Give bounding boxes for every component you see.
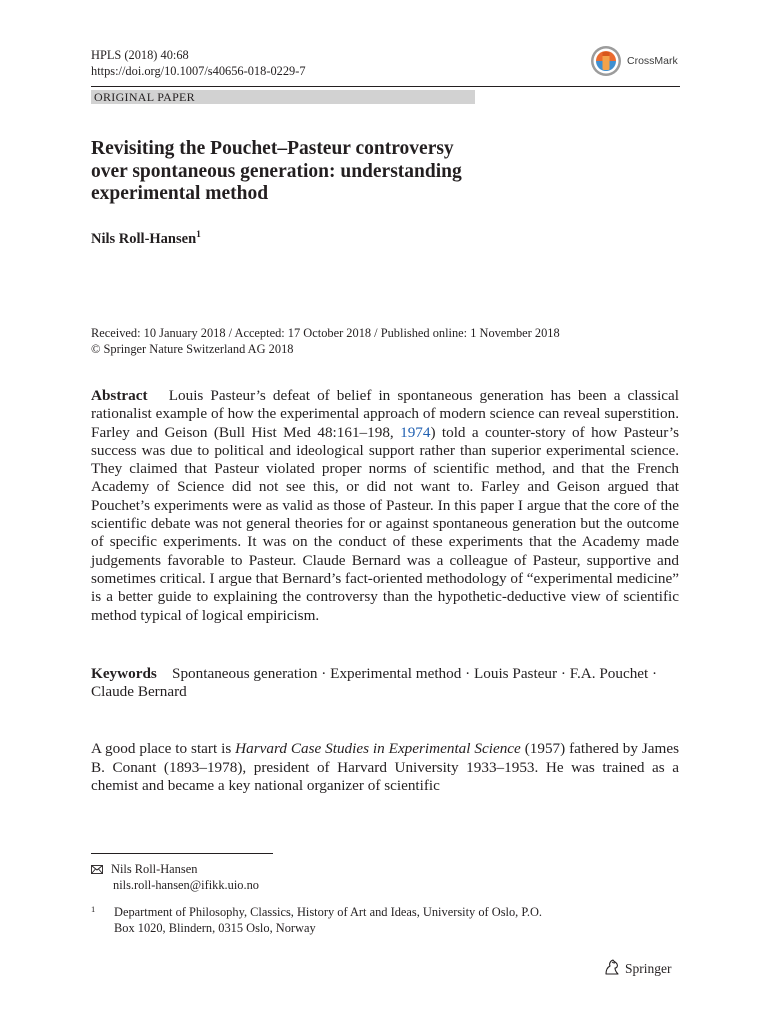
affiliation-line: Box 1020, Blindern, 0315 Oslo, Norway <box>114 921 316 935</box>
dates-line: Received: 10 January 2018 / Accepted: 17 October 2018 / Published online: 1 November 2018 <box>91 326 560 340</box>
journal-meta <box>91 47 306 79</box>
footnote-rule <box>91 853 273 854</box>
springer-horse-icon <box>603 958 621 976</box>
doi-link[interactable]: https://doi.org/10.1007/s40656-018-0229-7 <box>91 64 306 78</box>
envelope-icon <box>91 865 103 874</box>
abstract-heading: Abstract <box>91 387 148 404</box>
keywords-text: Spontaneous generation · Experimental method · Louis Pasteur · F.A. Pouchet · Claude Bernard <box>91 665 658 701</box>
keywords-heading: Keywords <box>91 665 157 682</box>
crossmark-icon <box>590 45 622 77</box>
copyright-line: © Springer Nature Switzerland AG 2018 <box>91 342 294 356</box>
affiliation-footnote <box>91 904 651 936</box>
contact-email[interactable]: nils.roll-hansen@ifikk.uio.no <box>113 878 259 892</box>
corresponding-author <box>91 861 259 893</box>
affiliation-number: 1 <box>91 904 96 914</box>
body-text: A good place to start is <box>91 740 236 757</box>
header-rule <box>91 86 680 87</box>
body-text: (1957) fathered by James B. Conant (1893–1978), president of Harvard University 1933–1953. He was trained as a chemist and became a key national organizer of scientific <box>91 740 680 795</box>
publication-history <box>91 325 560 357</box>
crossmark-badge[interactable] <box>590 45 700 77</box>
article-title <box>91 138 611 206</box>
author-line <box>91 230 201 248</box>
contact-name: Nils Roll-Hansen <box>111 862 198 876</box>
abstract <box>91 387 679 625</box>
affiliation-line: Department of Philosophy, Classics, History of Art and Ideas, University of Oslo, P.O. <box>114 905 543 919</box>
title-line: over spontaneous generation: understanding <box>91 160 462 182</box>
author-name[interactable]: Nils Roll-Hansen <box>91 231 197 247</box>
abstract-text: ) told a counter-story of how Pasteur’s success was due to political and ideological support rather than superior experimental science. They claimed that Pasteur violated proper norms of scientific method, and that the French Academy of Science did not see this, or did not want to. Farley and Geison argued that Pouchet’s experiments were as valid as those of Pasteur. In this paper I argue that the core of the scientific debate was not general theories for or against spontaneous generation but the outcome of specific experiments. It was on the conduct of these experiments that the Academy made judgements favorable to Pasteur. Claude Bernard was a colleague of Pasteur, supportive and sometimes critical. I argue that Bernard’s fact-oriented methodology of “experimental medicine” is a better guide to explaining the controversy than the hypothetic-deductive view of scientific method typical of logical empiricism. <box>91 423 680 624</box>
title-line: experimental method <box>91 183 269 204</box>
crossmark-label: CrossMark <box>627 55 678 67</box>
body-paragraph <box>91 740 679 796</box>
publisher-logo <box>603 958 672 978</box>
book-title: Harvard Case Studies in Experimental Science <box>235 740 521 757</box>
abstract-text: Louis Pasteur’s defeat of belief in spontaneous generation has been a classical rationalist example of how the experimental approach of modern science can reveal superstition. Farley and Geison (Bull Hist Med 48:161–198, <box>91 387 680 441</box>
citation-link[interactable]: 1974 <box>400 423 431 441</box>
journal-citation: HPLS (2018) 40:68 <box>91 48 189 62</box>
article-type-banner: ORIGINAL PAPER <box>91 90 475 104</box>
publisher-name: Springer <box>625 961 672 976</box>
author-affiliation-mark[interactable]: 1 <box>196 230 201 240</box>
keywords <box>91 665 679 702</box>
title-line: Revisiting the Pouchet–Pasteur controversy <box>91 138 454 159</box>
